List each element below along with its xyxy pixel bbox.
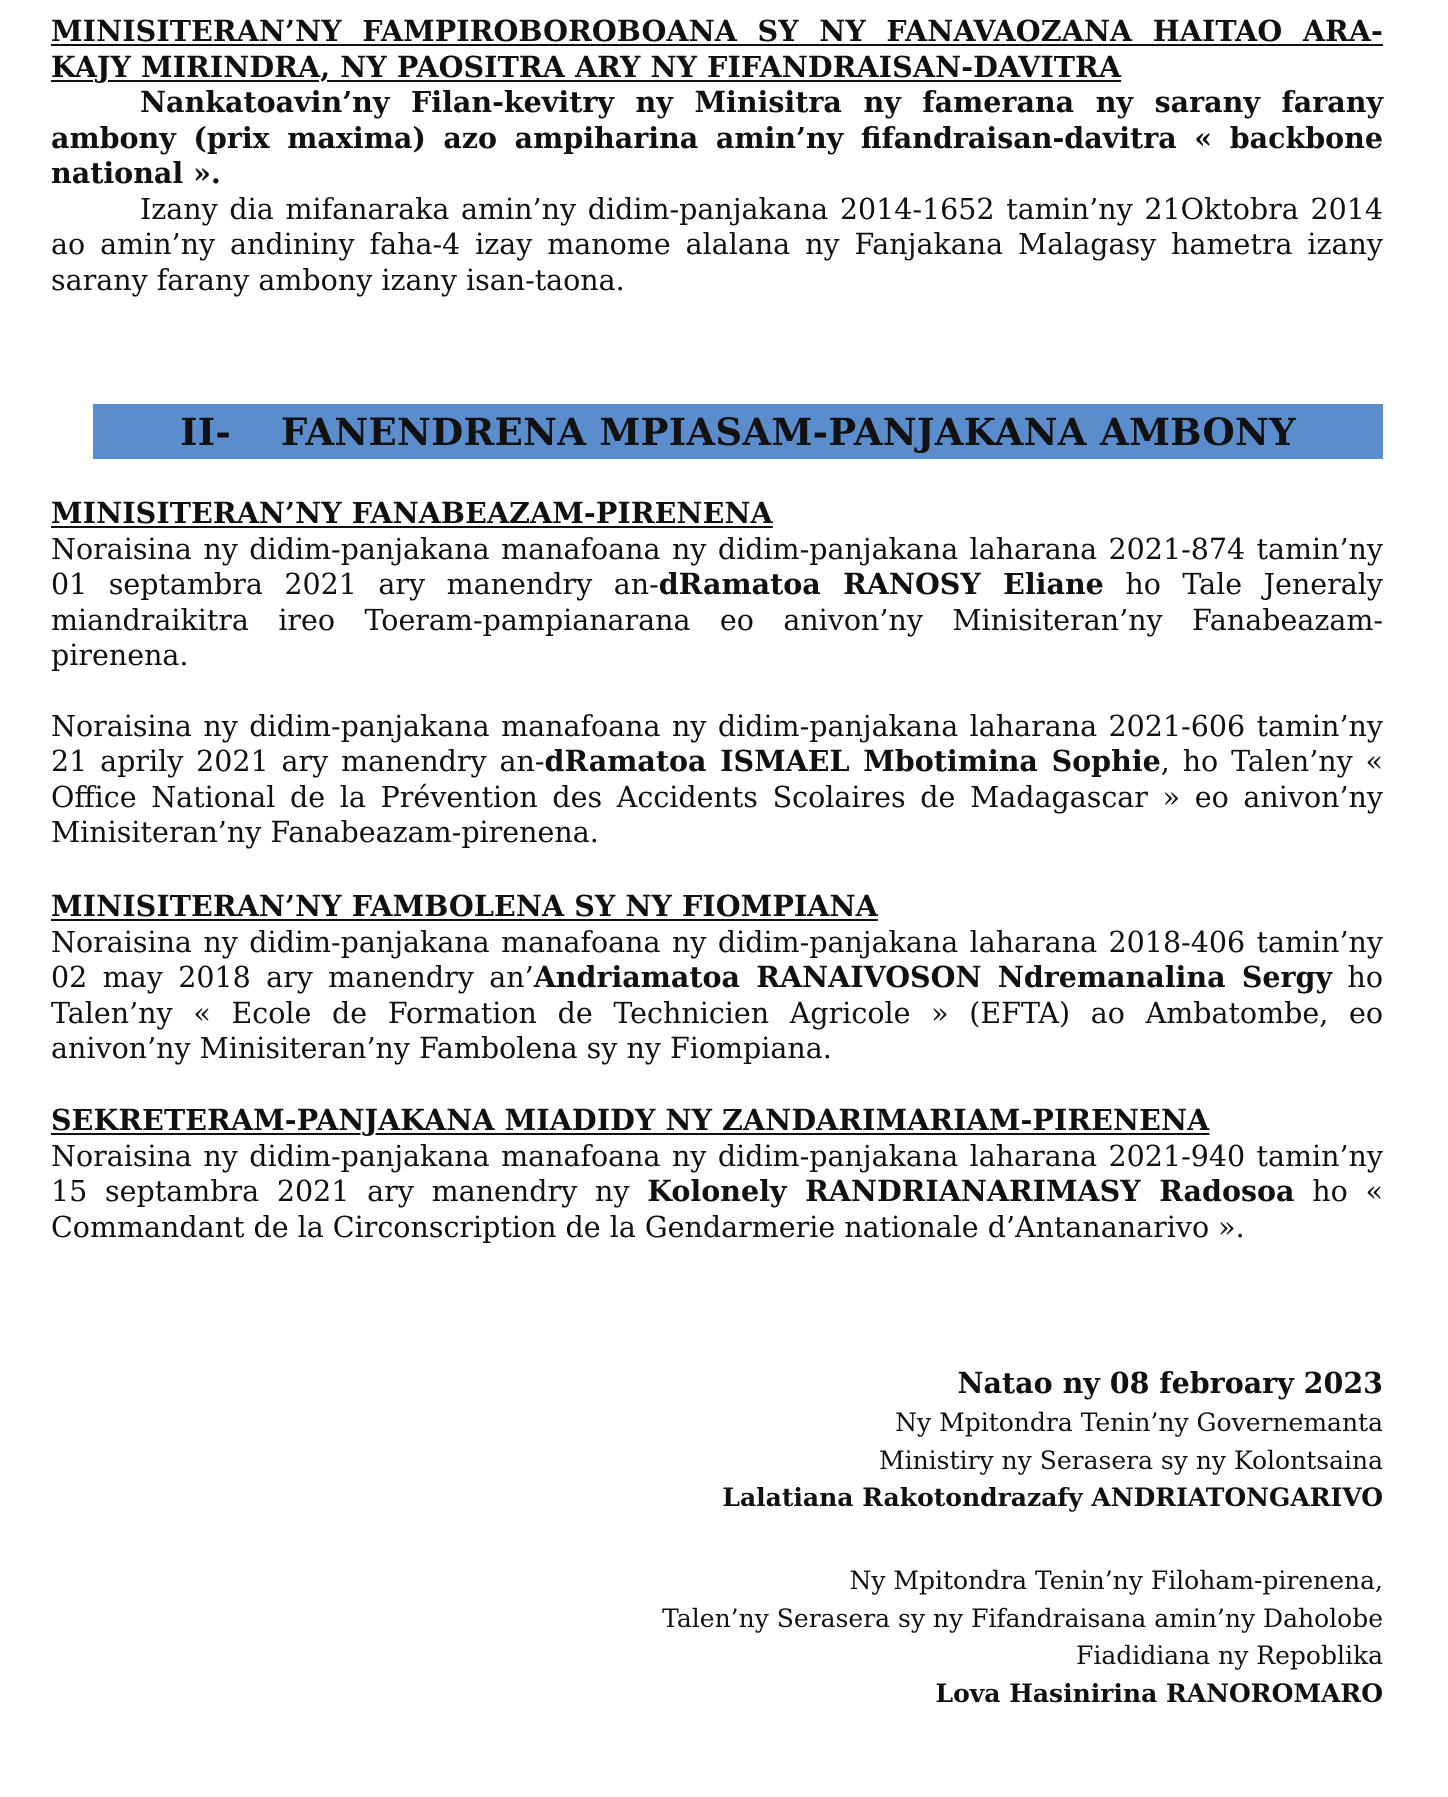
signatory-name: Lalatiana Rakotondrazafy ANDRIATONGARIVO [722, 1483, 1383, 1512]
signatory-ministry: Ministiry ny Serasera sy ny Kolontsaina [878, 1445, 1383, 1475]
signatory-office: Talen’ny Serasera sy ny Fifandraisana amin’ny Daholobe [662, 1603, 1383, 1633]
appointee-name: dRamatoa ISMAEL Mbotimina Sophie [544, 744, 1161, 778]
document-date: Natao ny 08 febroary 2023 [957, 1366, 1383, 1400]
section-heading-telecom-ministry: MINISITERAN’NY FAMPIROBOROBOANA SY NY FANAVAOZANA HAITAO ARA-KAJY MIRINDRA, NY PAOSITRA ARY NY FIFANDRAISAN-DAVITRA [51, 14, 1383, 84]
appointee-name: dRamatoa RANOSY Eliane [658, 567, 1104, 601]
paragraph-appointment-ranaivoson: Noraisina ny didim-panjakana manafoana ny didim-panjakana laharana 2018-406 tamin’ny 02 may 2018 ary manendry an’Andriamatoa RANAIVOSON Ndremanalina Sergy ho Talen’ny « Ecole de Formation de Technicien Agricole » (EFTA) ao Ambatombe, eo anivon’ny Minisiteran’ny Fambolena sy ny Fiompiana. [51, 925, 1383, 1065]
signatory-title: Ny Mpitondra Tenin’ny Filoham-pirenena, [849, 1566, 1383, 1595]
section-banner-number: II- [180, 409, 231, 454]
signatory-name: Lova Hasinirina RANOROMARO [935, 1678, 1383, 1708]
signatory-title: Ny Mpitondra Tenin’ny Governemanta [895, 1408, 1383, 1437]
paragraph-appointment-ranosy: Noraisina ny didim-panjakana manafoana ny didim-panjakana laharana 2021-874 tamin’ny 01 septambra 2021 ary manendry an-dRamatoa RANOSY Eliane ho Tale Jeneraly miandraikitra ireo Toeram-pampianarana eo anivon’ny Minisiteran’ny Fanabeazam-pirenena. [51, 532, 1384, 672]
paragraph-decree-reference: Izany dia mifanaraka amin’ny didim-panjakana 2014-1652 tamin’ny 21Oktobra 2014 ao amin’ny andininy faha-4 izay manome alalana ny Fanjakana Malagasy hametra izany sarany farany ambony izany isan-taona. [51, 192, 1383, 297]
section-agriculture [51, 889, 1383, 1067]
paragraph-appointment-randrianarimasy: Noraisina ny didim-panjakana manafoana ny didim-panjakana laharana 2021-940 tamin’ny 15 septambra 2021 ary manendry ny Kolonely RANDRIANARIMASY Radosoa ho « Commandant de la Circonscription de la Gendarmerie nationale d’Antananarivo ». [51, 1139, 1383, 1244]
section-heading-gendarmerie-secretariat: SEKRETERAM-PANJAKANA MIADIDY NY ZANDARIMARIAM-PIRENENA [51, 1103, 1210, 1137]
section-heading-agriculture-ministry: MINISITERAN’NY FAMBOLENA SY NY FIOMPIANA [51, 889, 878, 923]
signature-block-presidency-spokesperson [662, 1562, 1383, 1712]
section-education [51, 496, 1383, 851]
appointee-name: Kolonely RANDRIANARIMASY Radosoa [647, 1174, 1295, 1208]
paragraph-backbone-prices: Nankatoavin’ny Filan-kevitry ny Minisitra ny famerana ny sarany farany ambony (prix maxima) azo ampiharina amin’ny fifandraisan-davitra « backbone national ». [51, 85, 1383, 190]
appointee-name: Andriamatoa RANAIVOSON Ndremanalina Sergy [533, 960, 1333, 994]
section-telecom [51, 14, 1383, 298]
signature-block-government-spokesperson [722, 1362, 1383, 1517]
section-gendarmerie [51, 1103, 1383, 1245]
section-banner-title: FANENDRENA MPIASAM-PANJAKANA AMBONY [281, 409, 1296, 454]
paragraph-appointment-ismael: Noraisina ny didim-panjakana manafoana ny didim-panjakana laharana 2021-606 tamin’ny 21 aprily 2021 ary manendry an-dRamatoa ISMAEL Mbotimina Sophie, ho Talen’ny « Office National de la Prévention des Accidents Scolaires de Madagascar » eo anivon’ny Minisiteran’ny Fanabeazam-pirenena. [51, 709, 1383, 849]
section-banner [93, 404, 1383, 459]
signatory-institution: Fiadidiana ny Repoblika [1076, 1641, 1383, 1670]
section-heading-education-ministry: MINISITERAN’NY FANABEAZAM-PIRENENA [51, 496, 773, 530]
